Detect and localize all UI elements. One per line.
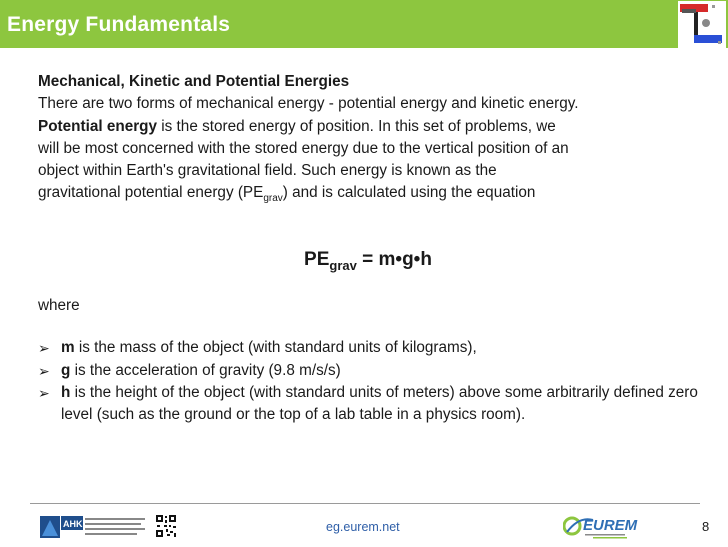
equation-pe: PE — [304, 248, 330, 270]
variable-list — [38, 337, 698, 426]
potential-energy-term: Potential energy — [38, 117, 158, 135]
list-item — [38, 382, 698, 427]
variable-term: g — [61, 361, 71, 379]
variable-description: is the acceleration of gravity (9.8 m/s/s) — [70, 361, 341, 379]
eurem-logo — [563, 512, 655, 542]
ahk-logo — [40, 514, 150, 540]
footer-url: eg.eurem.net — [326, 520, 400, 534]
variable-term: m — [61, 339, 75, 357]
slide-title: Energy Fundamentals — [7, 13, 231, 36]
paragraph-text: is the stored energy of position. In this set of problems, we — [157, 117, 556, 135]
arrow-bullet-icon: ➢ — [38, 340, 50, 357]
qr-code-icon — [155, 514, 177, 538]
equation-rhs: = m•g•h — [356, 248, 432, 270]
title-bar — [0, 0, 728, 48]
variable-description: is the mass of the object (with standard units of kilograms), — [74, 339, 477, 357]
slide-body — [38, 71, 698, 426]
where-label: where — [38, 296, 80, 314]
paragraph-text: ) and is calculated using the equation — [282, 184, 536, 202]
arrow-bullet-icon: ➢ — [38, 384, 50, 401]
list-item — [38, 360, 698, 382]
page-number: 8 — [702, 519, 710, 534]
list-item — [38, 337, 698, 359]
intro-text: There are two forms of mechanical energy - potential energy and kinetic energy. — [38, 95, 579, 113]
variable-term: h — [61, 383, 71, 401]
footer-divider — [30, 503, 700, 504]
header-logo — [678, 1, 726, 48]
equation-subscript: grav — [329, 257, 357, 273]
eurem-logo-text: EUREM — [583, 517, 638, 534]
paragraph-text: gravitational potential energy (PE — [38, 184, 264, 202]
section-heading: Mechanical, Kinetic and Potential Energies — [38, 73, 350, 90]
paragraph-text: will be most concerned with the stored energy due to the vertical position of an — [38, 139, 569, 157]
paragraph-text: object within Earth's gravitational field. Such energy is known as the — [38, 162, 497, 180]
equation — [38, 249, 698, 277]
subscript: grav — [263, 193, 283, 205]
ahk-logo-text: AHK — [63, 519, 83, 529]
arrow-bullet-icon: ➢ — [38, 362, 50, 379]
variable-description: is the height of the object (with standard units of meters) above some arbitrarily defined zero level (such as the ground or the top of a lab table in a physics room). — [61, 383, 698, 424]
